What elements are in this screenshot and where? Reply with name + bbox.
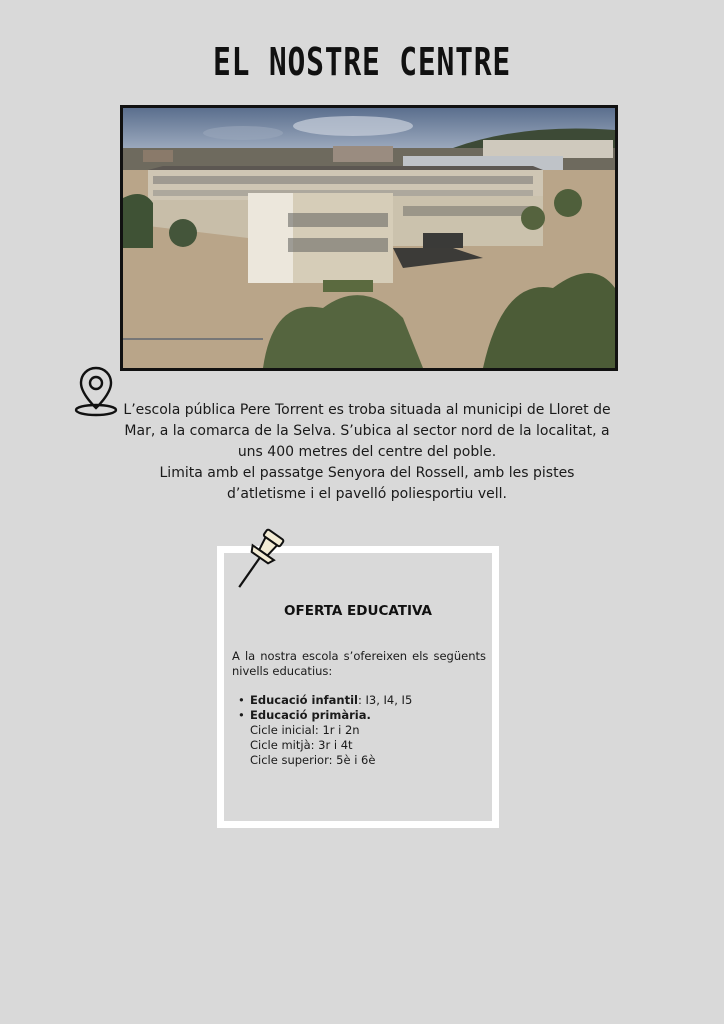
school-photo bbox=[120, 105, 618, 371]
bullet-icon: • bbox=[238, 693, 245, 707]
cycle-item: Cicle mitjà: 3r i 4t bbox=[250, 738, 353, 752]
bullet-icon: • bbox=[238, 708, 245, 722]
location-paragraph-1: L’escola pública Pere Torrent es troba situada al municipi de Lloret de Mar, a la comarca de la Selva. S’ubica al sector nord de la localitat, a uns 400 metres del centre del poble. bbox=[123, 402, 611, 460]
offer-title: OFERTA EDUCATIVA bbox=[284, 603, 432, 619]
list-item-label: Educació infantil bbox=[250, 693, 358, 707]
school-photo-illustration bbox=[123, 108, 615, 368]
cycle-item: Cicle superior: 5è i 6è bbox=[250, 753, 376, 767]
list-item-detail: : I3, I4, I5 bbox=[357, 693, 413, 707]
list-item bbox=[232, 708, 486, 723]
offer-intro: A la nostra escola s’ofereixen els següents nivells educatius: bbox=[232, 649, 486, 678]
location-pin-icon bbox=[72, 364, 120, 420]
location-description bbox=[120, 400, 614, 505]
pushpin-icon bbox=[236, 526, 286, 600]
page-title: EL NOSTRE CENTRE bbox=[212, 40, 511, 84]
list-item-label: Educació primària. bbox=[250, 708, 371, 722]
location-paragraph-2: Limita amb el passatge Senyora del Rossell, amb les pistes d’atletisme i el pavelló poliesportiu vell. bbox=[159, 465, 575, 502]
list-item bbox=[232, 693, 486, 708]
offer-list bbox=[232, 693, 486, 768]
cycle-item: Cicle inicial: 1r i 2n bbox=[250, 723, 360, 737]
